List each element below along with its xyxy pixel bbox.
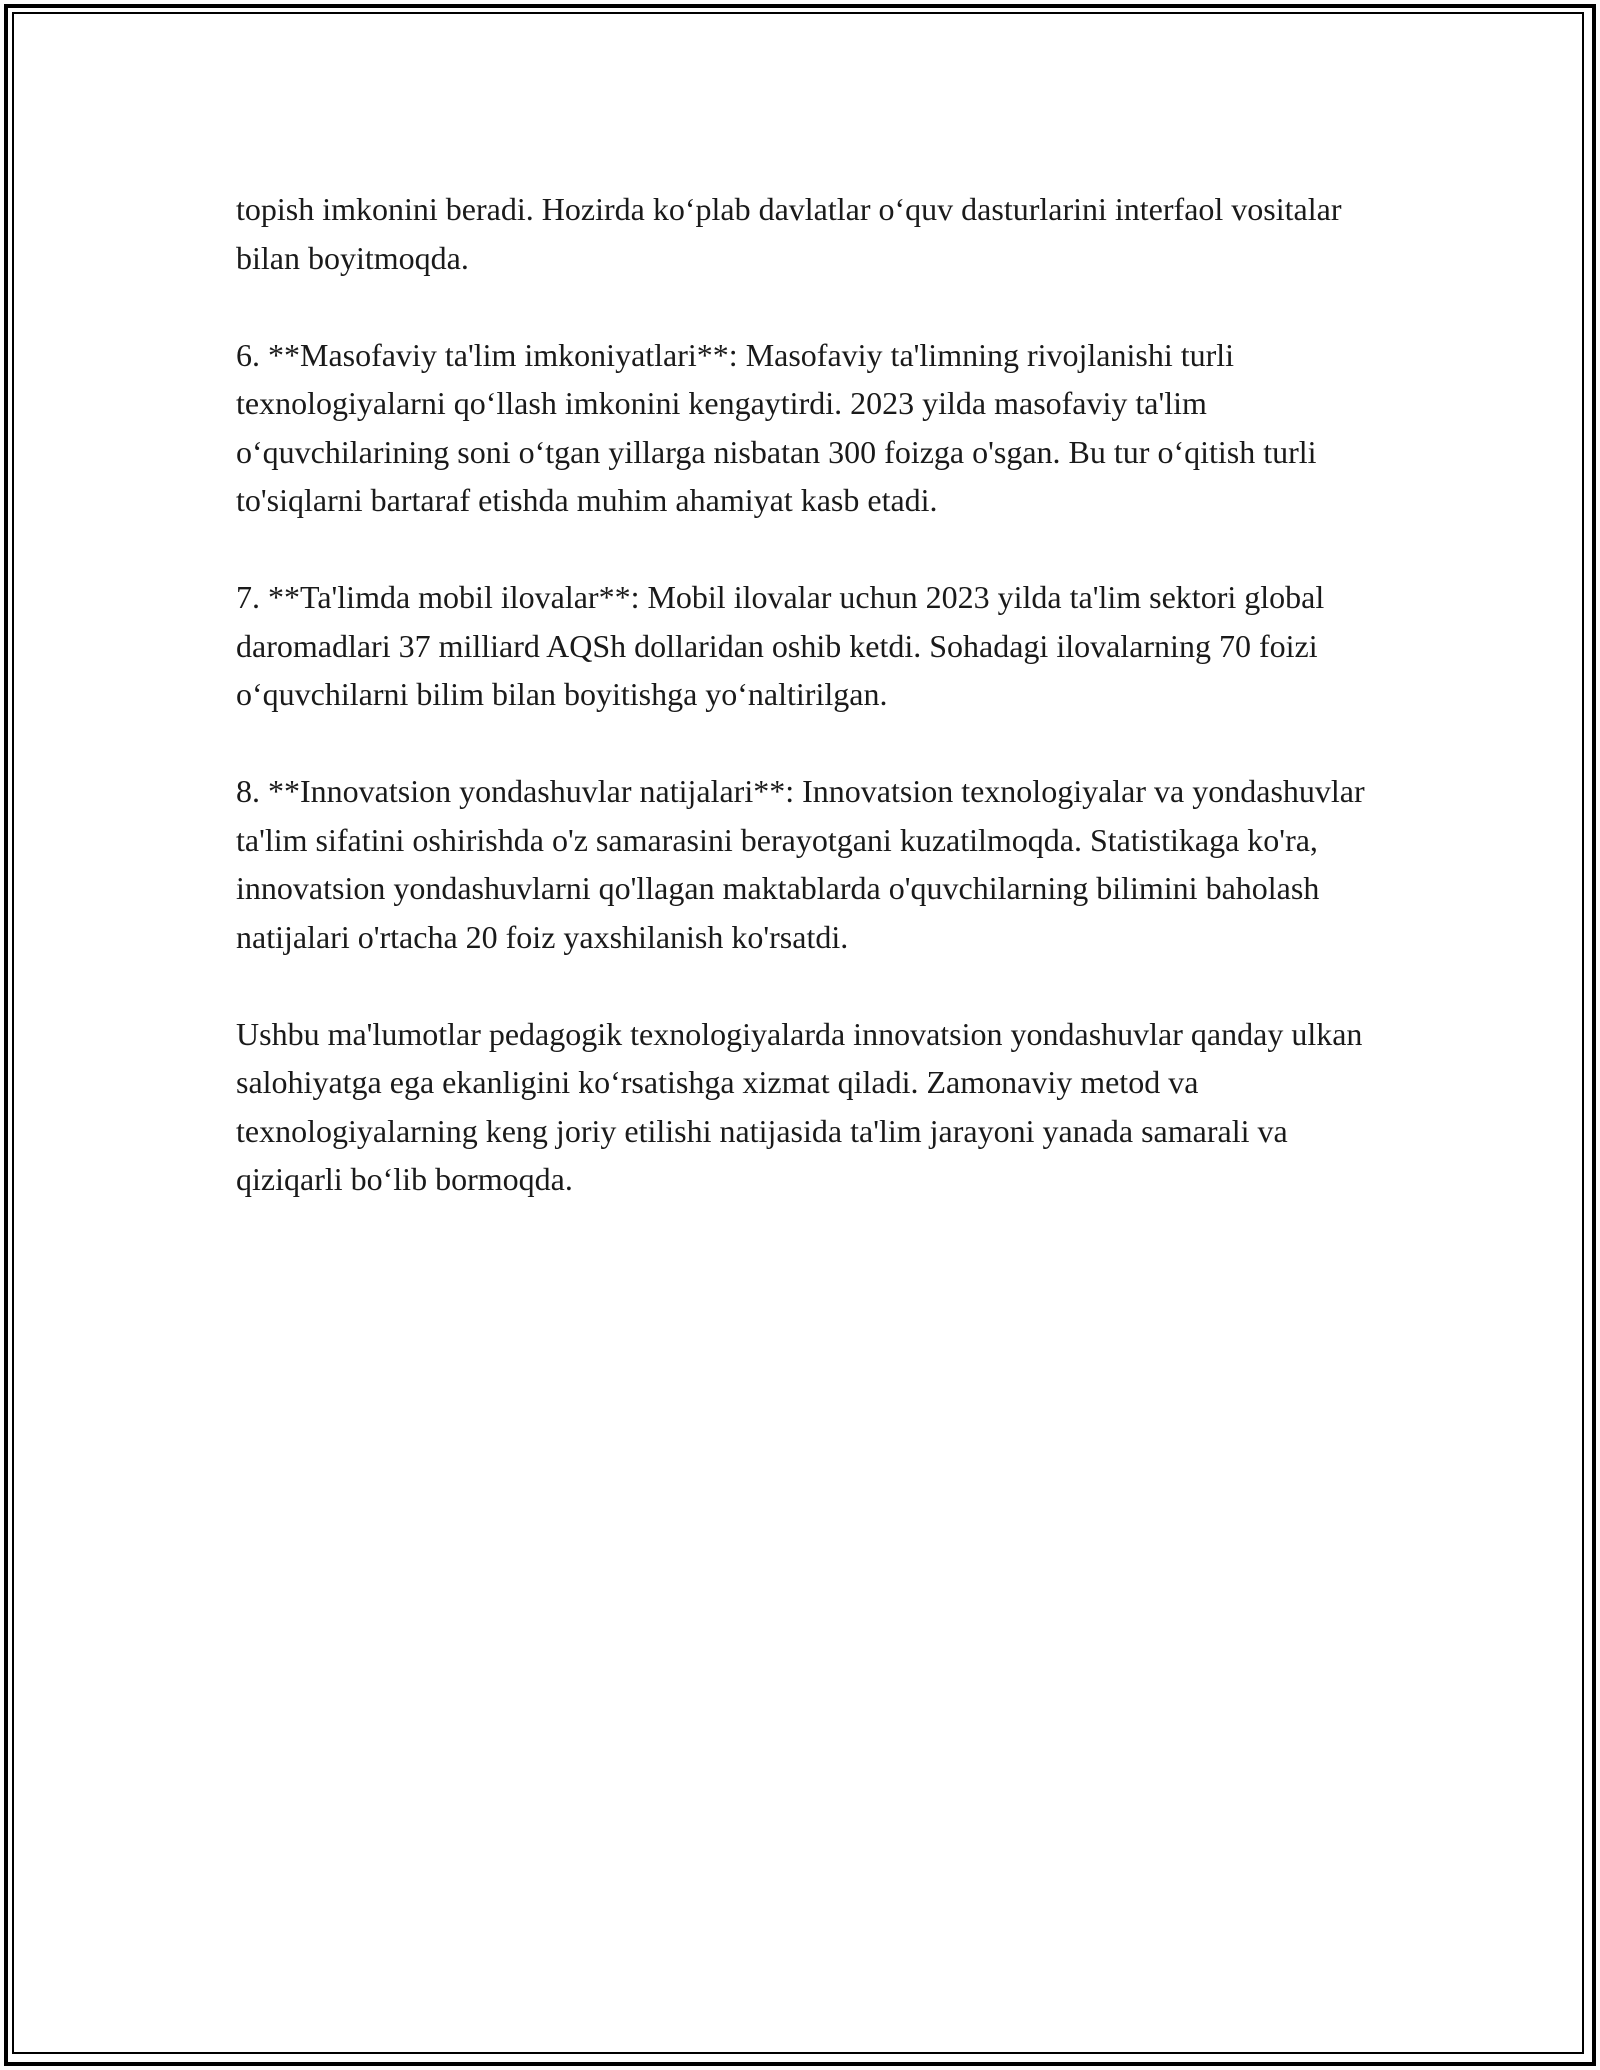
paragraph-conclusion: Ushbu ma'lumotlar pedagogik texnologiyalarda innovatsion yondashuvlar qanday ulkan salohiyatga ega ekanligini ko‘rsatishga xizmat qiladi. Zamonaviy metod va texnologiyalarning keng joriy etilishi natijasida ta'lim jarayoni yanada samarali va qiziqarli bo‘lib bormoqda. <box>236 1015 1363 1197</box>
paragraph-continuation: topish imkonini beradi. Hozirda ko‘plab davlatlar o‘quv dasturlarini interfaol vositalar bilan boyitmoqda. <box>236 191 1342 276</box>
paragraph-item-6: 6. **Masofaviy ta'lim imkoniyatlari**: Masofaviy ta'limning rivojlanishi turli texnologiyalarni qo‘llash imkonini kengaytirdi. 2023 yilda masofaviy ta'lim o‘quvchilarining soni o‘tgan yillarga nisbatan 300 foizga o'sgan. Bu tur o‘qitish turli to'siqlarni bartaraf etishda muhim ahamiyat kasb etadi. <box>236 336 1317 518</box>
paragraph-item-7: 7. **Ta'limda mobil ilovalar**: Mobil ilovalar uchun 2023 yilda ta'lim sektori global daromadlari 37 milliard AQSh dollaridan oshib ketdi. Sohadagi ilovalarning 70 foizi o‘quvchilarni bilim bilan boyitishga yo‘naltirilgan. <box>236 579 1325 712</box>
document-body <box>236 185 1386 1204</box>
paragraph-item-8: 8. **Innovatsion yondashuvlar natijalari**: Innovatsion texnologiyalar va yondashuvlar ta'lim sifatini oshirishda o'z samarasini berayotgani kuzatilmoqda. Statistikaga ko'ra, innovatsion yondashuvlarni qo'llagan maktablarda o'quvchilarning bilimini baholash natijalari o'rtacha 20 foiz yaxshilanish ko'rsatdi. <box>236 773 1365 955</box>
